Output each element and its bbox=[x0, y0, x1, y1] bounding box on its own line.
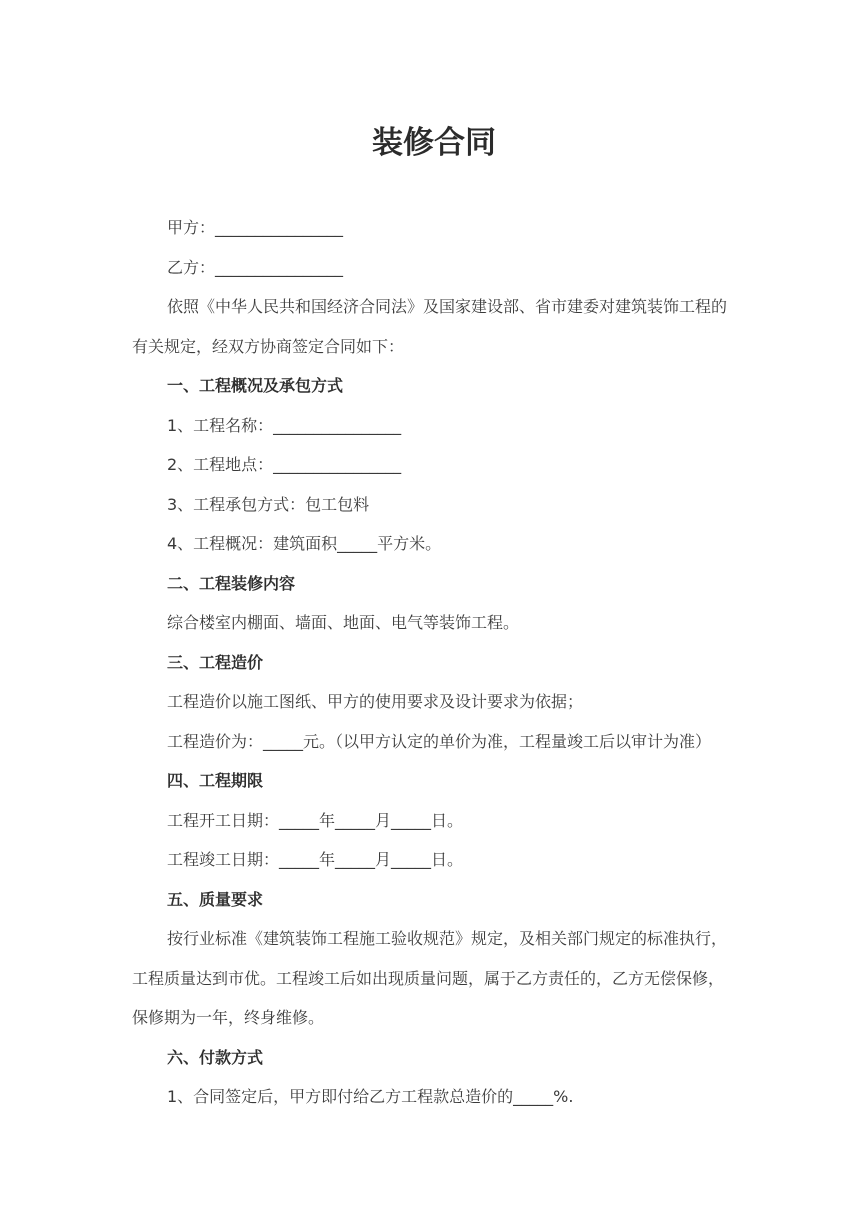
quality-paragraph: 按行业标准《建筑装饰工程施工验收规范》规定，及相关部门规定的标准执行，工程质量达到市优。工程竣工后如出现质量问题，属于乙方责任的，乙方无偿保修，保修期为一年，终身维修。 bbox=[132, 929, 728, 1027]
start-date-line: 工程开工日期：_____年_____月_____日。 bbox=[167, 810, 464, 830]
party-a-line: 甲方：________________ bbox=[167, 218, 344, 237]
project-location-line: 2、工程地点：________________ bbox=[167, 455, 402, 474]
section-3-heading: 三、工程造价 bbox=[167, 652, 264, 672]
section-4-heading: 四、工程期限 bbox=[167, 771, 264, 790]
section-1-heading: 一、工程概况及承包方式 bbox=[167, 376, 344, 395]
section-5-heading: 五、质量要求 bbox=[167, 889, 264, 909]
section-6-heading: 六、付款方式 bbox=[167, 1047, 264, 1067]
section-2-heading: 二、工程装修内容 bbox=[167, 573, 296, 593]
payment-item-1: 1、合同签定后，甲方即付给乙方工程款总造价的_____%. bbox=[167, 1087, 574, 1106]
project-overview-line: 4、工程概况：建筑面积_____平方米。 bbox=[167, 534, 442, 553]
cost-basis-paragraph: 工程造价以施工图纸、甲方的使用要求及设计要求为依据； bbox=[167, 692, 584, 711]
contract-method-line: 3、工程承包方式：包工包料 bbox=[167, 494, 370, 514]
party-b-line: 乙方：________________ bbox=[167, 257, 344, 277]
document-title: 装修合同 bbox=[372, 125, 496, 161]
cost-amount-paragraph: 工程造价为：_____元。（以甲方认定的单价为准，工程量竣工后以审计为准） bbox=[167, 731, 712, 751]
completion-date-line: 工程竣工日期：_____年_____月_____日。 bbox=[167, 850, 464, 869]
intro-paragraph: 依照《中华人民共和国经济合同法》及国家建设部、省市建委对建筑装饰工程的有关规定，经双方协商签定合同如下： bbox=[132, 297, 728, 356]
decoration-content-paragraph: 综合楼室内棚面、墙面、地面、电气等装饰工程。 bbox=[167, 613, 520, 632]
project-name-line: 1、工程名称：________________ bbox=[167, 415, 402, 435]
